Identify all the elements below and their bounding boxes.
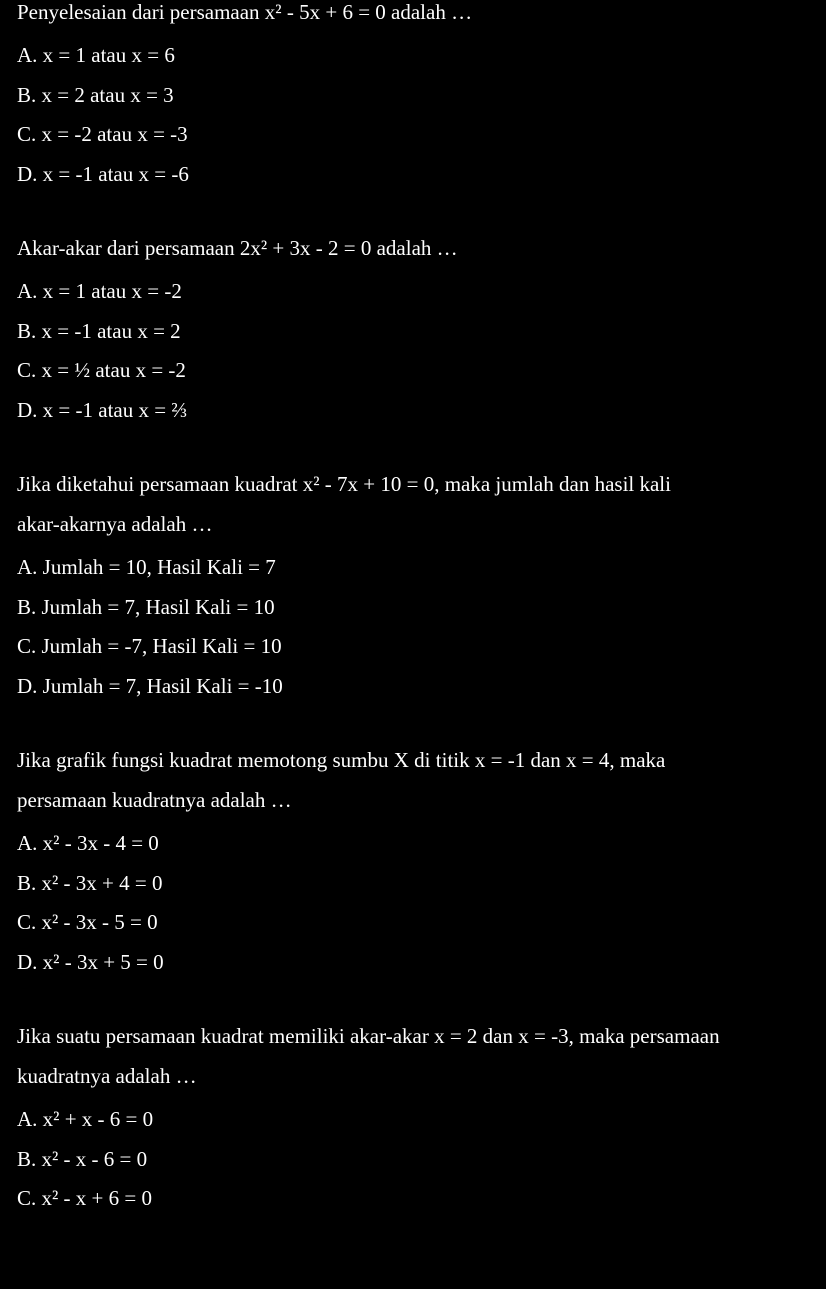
option-b[interactable]: B. Jumlah = 7, Hasil Kali = 10 [17,594,275,619]
option-a[interactable]: A. x² - 3x - 4 = 0 [17,831,159,855]
option-a[interactable]: A. x² + x - 6 = 0 [17,1107,154,1131]
question-3 [17,464,817,706]
option-c[interactable]: C. x² - x + 6 = 0 [17,1186,152,1210]
question-text: Penyelesaian dari persamaan x² - 5x + 6 = 0 adalah … [17,0,473,24]
question-text-line-1: Jika suatu persamaan kuadrat memiliki akar-akar x = 2 dan x = -3, maka persamaan [17,1024,720,1048]
option-b[interactable]: B. x = 2 atau x = 3 [17,82,174,107]
option-b[interactable]: B. x² - 3x + 4 = 0 [17,870,163,895]
question-text-line-1: Jika diketahui persamaan kuadrat x² - 7x + 10 = 0, maka jumlah dan hasil kali [17,472,671,496]
option-a[interactable]: A. x = 1 atau x = -2 [17,279,182,303]
option-c[interactable]: C. x = ½ atau x = -2 [17,358,186,382]
option-d[interactable]: D. x² - 3x + 5 = 0 [17,949,164,974]
question-5 [17,1016,817,1219]
question-text-line-2: kuadratnya adalah … [17,1064,197,1088]
question-text-line-2: persamaan kuadratnya adalah … [17,788,292,812]
option-c[interactable]: C. Jumlah = -7, Hasil Kali = 10 [17,634,282,658]
option-a[interactable]: A. x = 1 atau x = 6 [17,43,175,67]
question-text-line-2: akar-akarnya adalah … [17,512,213,536]
option-c[interactable]: C. x² - 3x - 5 = 0 [17,910,158,934]
option-a[interactable]: A. Jumlah = 10, Hasil Kali = 7 [17,555,276,579]
option-d[interactable]: D. x = -1 atau x = ⅔ [17,397,188,422]
question-1 [17,0,817,194]
question-4 [17,740,817,982]
question-2 [17,228,817,430]
question-text: Akar-akar dari persamaan 2x² + 3x - 2 = 0 adalah … [17,236,458,260]
option-c[interactable]: C. x = -2 atau x = -3 [17,122,188,146]
option-d[interactable]: D. x = -1 atau x = -6 [17,161,189,186]
question-text-line-1: Jika grafik fungsi kuadrat memotong sumbu X di titik x = -1 dan x = 4, maka [17,748,666,772]
option-b[interactable]: B. x² - x - 6 = 0 [17,1146,148,1171]
option-d[interactable]: D. Jumlah = 7, Hasil Kali = -10 [17,673,283,698]
option-b[interactable]: B. x = -1 atau x = 2 [17,318,181,343]
quiz-document [17,0,817,1219]
